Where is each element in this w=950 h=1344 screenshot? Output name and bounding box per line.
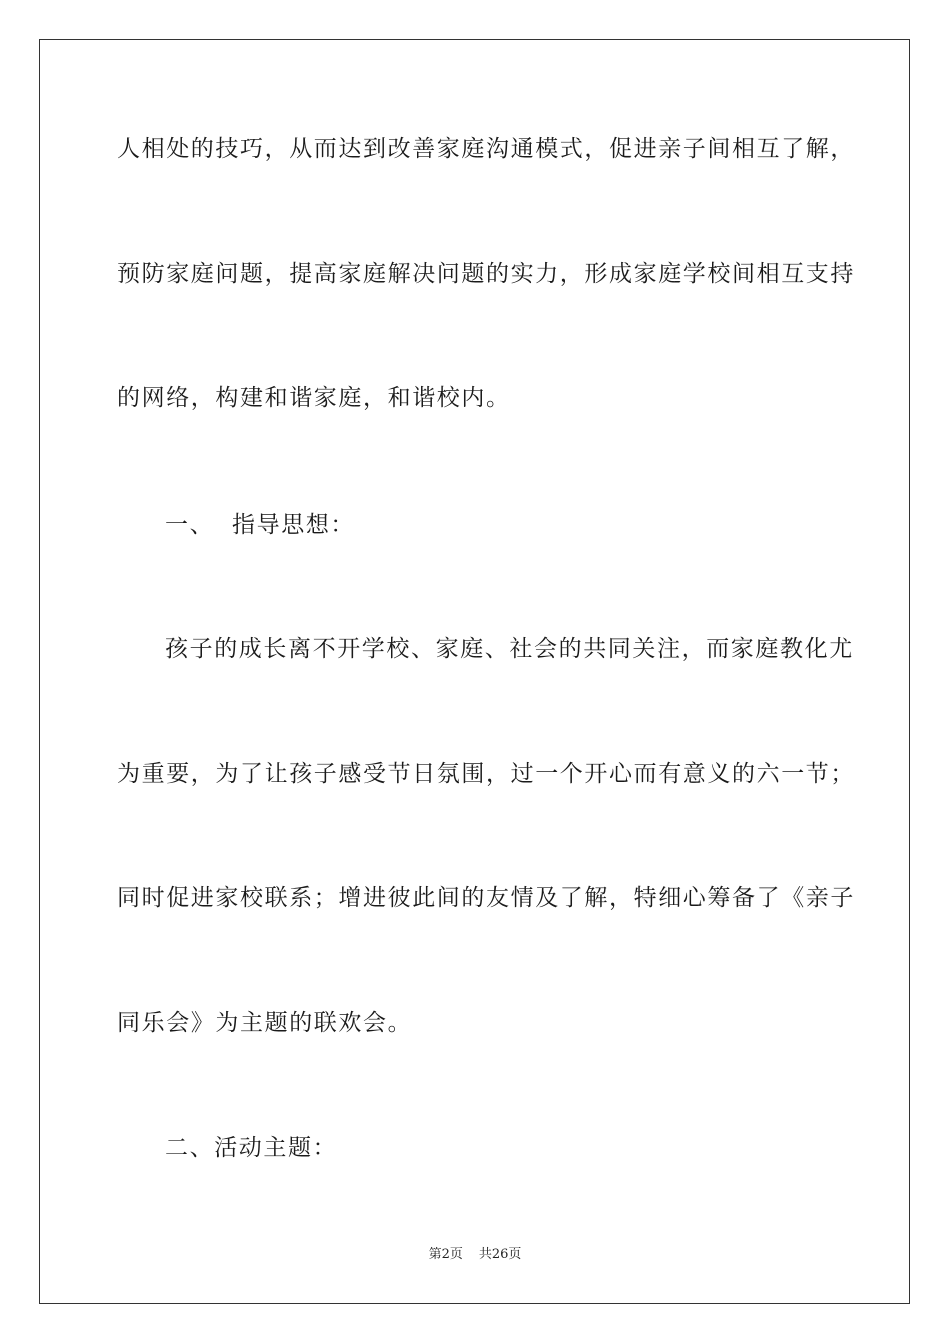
text-line: 人相处的技巧，从而达到改善家庭沟通模式，促进亲子间相互了解， xyxy=(117,136,855,162)
text-line: 同乐会》为主题的联欢会。 xyxy=(117,1010,413,1036)
section-heading: 一、 指导思想： xyxy=(165,512,356,538)
page-total: 共26页 xyxy=(478,1247,522,1262)
text-line: 孩子的成长离不开学校、家庭、社会的共同关注，而家庭教化尤 xyxy=(165,636,854,662)
text-line: 预防家庭问题，提高家庭解决问题的实力，形成家庭学校间相互支持 xyxy=(117,261,855,287)
text-line: 同时促进家校联系；增进彼此间的友情及了解，特细心筹备了《亲子 xyxy=(117,885,855,911)
section-heading: 二、活动主题： xyxy=(165,1135,338,1161)
page-footer xyxy=(0,1246,950,1264)
text-line: 的网络，构建和谐家庭，和谐校内。 xyxy=(117,385,511,411)
page-number: 第2页 xyxy=(428,1247,463,1262)
page-border xyxy=(39,39,910,1304)
text-line: 为重要，为了让孩子感受节日氛围，过一个开心而有意义的六一节； xyxy=(117,761,855,787)
